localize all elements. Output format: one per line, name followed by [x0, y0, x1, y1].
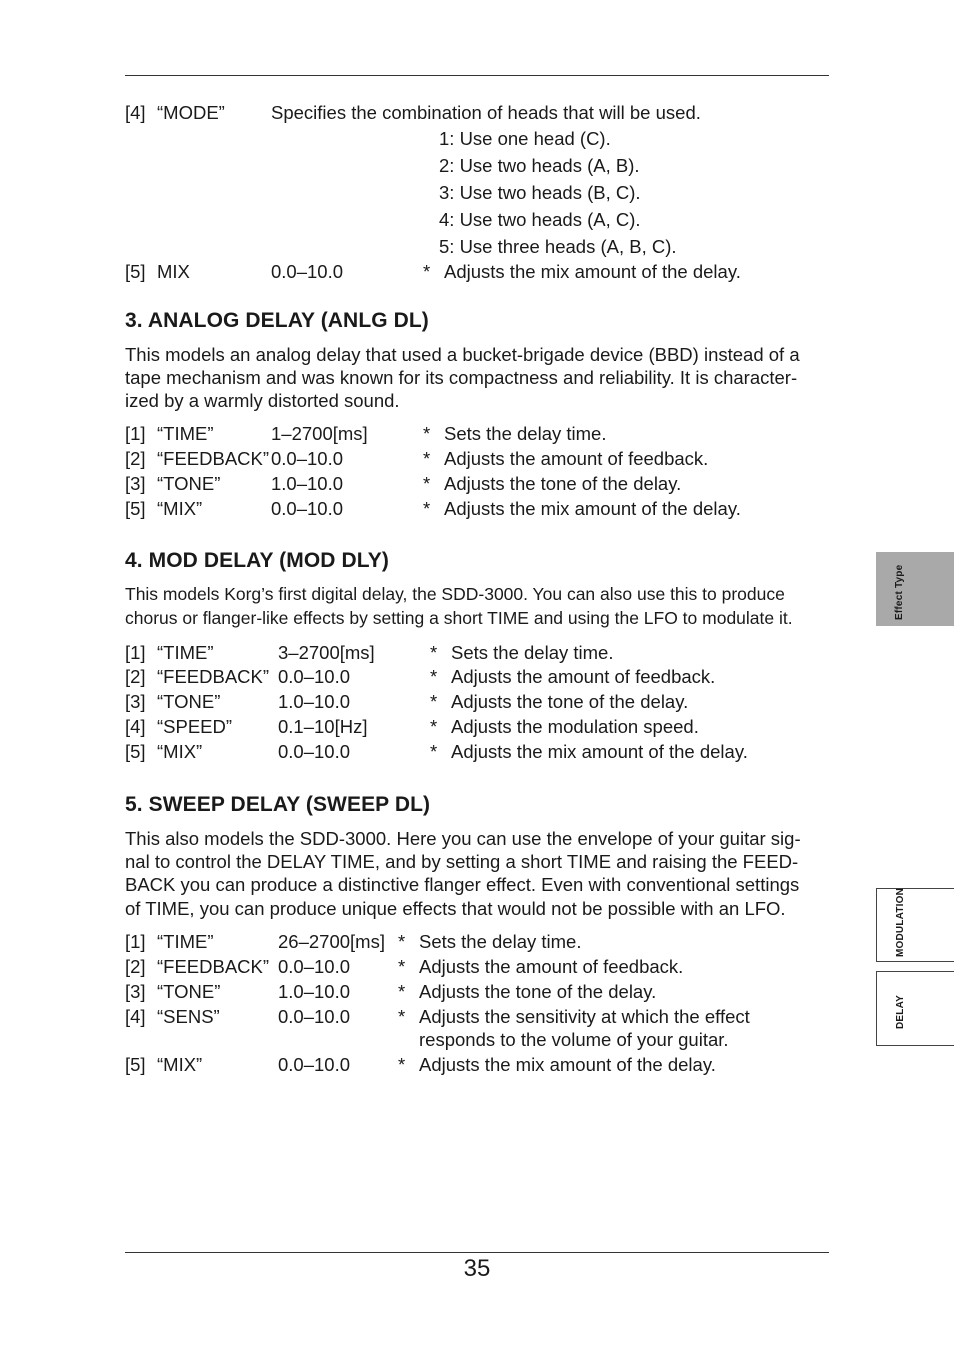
param-description: Sets the delay time. [419, 931, 582, 952]
param-number: [5] [125, 261, 146, 282]
param-range: 1–2700[ms] [271, 423, 368, 444]
param-number: [2] [125, 956, 146, 977]
param-asterisk: * [398, 931, 406, 952]
param-description: Adjusts the mix amount of the delay. [444, 261, 741, 282]
param-description: Sets the delay time. [444, 423, 607, 444]
param-number: [4] [125, 716, 146, 737]
param-name: “TIME” [157, 931, 214, 952]
param-asterisk: * [423, 261, 431, 282]
mode-option: 4: Use two heads (A, C). [439, 209, 641, 230]
paragraph-line: This models an analog delay that used a bucket-brigade device (BBD) instead of a [125, 344, 800, 365]
param-asterisk: * [430, 716, 438, 737]
param-asterisk: * [423, 498, 431, 519]
param-asterisk: * [430, 741, 438, 762]
mode-option: 3: Use two heads (B, C). [439, 182, 641, 203]
param-asterisk: * [423, 473, 431, 494]
param-number: [1] [125, 423, 146, 444]
sweep-delay-description [125, 827, 801, 920]
param-range: 0.0–10.0 [278, 956, 351, 977]
param-name: “MIX” [157, 1054, 203, 1075]
param-name: “FEEDBACK” [157, 666, 270, 687]
param-description: Adjusts the tone of the delay. [451, 691, 689, 712]
param-range: 0.1–10[Hz] [278, 716, 368, 737]
param-asterisk: * [423, 423, 431, 444]
side-tab-modulation[interactable] [876, 888, 954, 962]
mode-option: 5: Use three heads (A, B, C). [439, 236, 677, 257]
param-number: [3] [125, 473, 146, 494]
param-description: Adjusts the amount of feedback. [419, 956, 684, 977]
param-name: “SPEED” [157, 716, 233, 737]
param-number: [5] [125, 1054, 146, 1075]
param-number: [1] [125, 931, 146, 952]
param-name: “MIX” [157, 498, 203, 519]
top-rule [125, 75, 829, 76]
param-name: “FEEDBACK” [157, 448, 270, 469]
param-range: 1.0–10.0 [271, 473, 344, 494]
param-range: 0.0–10.0 [271, 261, 344, 282]
param-description: Adjusts the tone of the delay. [444, 473, 682, 494]
paragraph-line: tape mechanism and was known for its compactness and reliability. It is character- [125, 367, 798, 389]
section-heading-analog-delay: 3. ANALOG DELAY (ANLG DL) [125, 309, 429, 332]
param-number: [2] [125, 448, 146, 469]
param-number: [4] [125, 1006, 146, 1027]
side-tab-effect-type[interactable] [876, 552, 954, 626]
analog-delay-description [125, 343, 800, 413]
param-asterisk: * [430, 666, 438, 687]
param-description: Adjusts the modulation speed. [451, 716, 699, 737]
param-range: 0.0–10.0 [278, 741, 351, 762]
param-name: MIX [157, 261, 190, 282]
param-range: 26–2700[ms] [278, 931, 385, 952]
paragraph-line: This models Korg’s first digital delay, the SDD-3000. You can also use this to produce [125, 584, 785, 604]
param-name: “FEEDBACK” [157, 956, 270, 977]
side-tab-delay[interactable] [876, 971, 954, 1046]
side-tab-label: MODULATION [895, 887, 906, 957]
mode-option: 2: Use two heads (A, B). [439, 155, 640, 176]
section-heading-mod-delay: 4. MOD DELAY (MOD DLY) [125, 549, 389, 572]
param-name: “TONE” [157, 981, 221, 1002]
param-description-continued: responds to the volume of your guitar. [419, 1029, 729, 1050]
mod-delay-description [125, 583, 793, 630]
param-number: [2] [125, 666, 146, 687]
paragraph-line: nal to control the DELAY TIME, and by setting a short TIME and raising the FEED- [125, 851, 799, 873]
param-name: “TIME” [157, 642, 214, 663]
param-description: Specifies the combination of heads that will be used. [271, 102, 701, 123]
paragraph-line: BACK you can produce a distinctive flanger effect. Even with conventional settings [125, 874, 800, 896]
paragraph-line: This also models the SDD-3000. Here you can use the envelope of your guitar sig- [125, 828, 801, 849]
paragraph-line: of TIME, you can produce unique effects that would not be possible with an LFO. [125, 897, 786, 919]
param-description: Adjusts the tone of the delay. [419, 981, 657, 1002]
param-range: 0.0–10.0 [271, 448, 344, 469]
param-range: 0.0–10.0 [271, 498, 344, 519]
param-name: “MODE” [157, 102, 225, 123]
param-range: 0.0–10.0 [278, 1054, 351, 1075]
param-asterisk: * [398, 981, 406, 1002]
param-asterisk: * [398, 1006, 406, 1027]
param-range: 0.0–10.0 [278, 1006, 351, 1027]
paragraph-line: ized by a warmly distorted sound. [125, 390, 400, 412]
param-range: 1.0–10.0 [278, 981, 351, 1002]
param-asterisk: * [430, 642, 438, 663]
param-asterisk: * [398, 1054, 406, 1075]
param-asterisk: * [423, 448, 431, 469]
param-number: [5] [125, 498, 146, 519]
paragraph-line: chorus or flanger-like effects by setting a short TIME and using the LFO to modulate it. [125, 607, 793, 628]
param-description: Sets the delay time. [451, 642, 614, 663]
param-range: 1.0–10.0 [278, 691, 351, 712]
param-description: Adjusts the mix amount of the delay. [451, 741, 748, 762]
param-range: 0.0–10.0 [278, 666, 351, 687]
side-tab-label: DELAY [895, 995, 906, 1029]
param-asterisk: * [398, 956, 406, 977]
side-tab-label: Effect Type [894, 564, 905, 620]
param-number: [4] [125, 102, 146, 123]
page-number: 35 [463, 1255, 491, 1282]
mode-option: 1: Use one head (C). [439, 128, 611, 149]
param-asterisk: * [430, 691, 438, 712]
section-heading-sweep-delay: 5. SWEEP DELAY (SWEEP DL) [125, 793, 431, 816]
param-name: “TONE” [157, 691, 221, 712]
param-description: Adjusts the amount of feedback. [451, 666, 716, 687]
param-number: [3] [125, 981, 146, 1002]
param-name: “MIX” [157, 741, 203, 762]
param-number: [5] [125, 741, 146, 762]
param-name: “SENS” [157, 1006, 220, 1027]
param-description: Adjusts the amount of feedback. [444, 448, 709, 469]
param-description: Adjusts the mix amount of the delay. [444, 498, 741, 519]
param-name: “TIME” [157, 423, 214, 444]
param-description: Adjusts the mix amount of the delay. [419, 1054, 716, 1075]
param-description: Adjusts the sensitivity at which the effect [419, 1006, 750, 1027]
param-number: [1] [125, 642, 146, 663]
param-range: 3–2700[ms] [278, 642, 375, 663]
bottom-rule [125, 1252, 829, 1253]
param-name: “TONE” [157, 473, 221, 494]
param-number: [3] [125, 691, 146, 712]
